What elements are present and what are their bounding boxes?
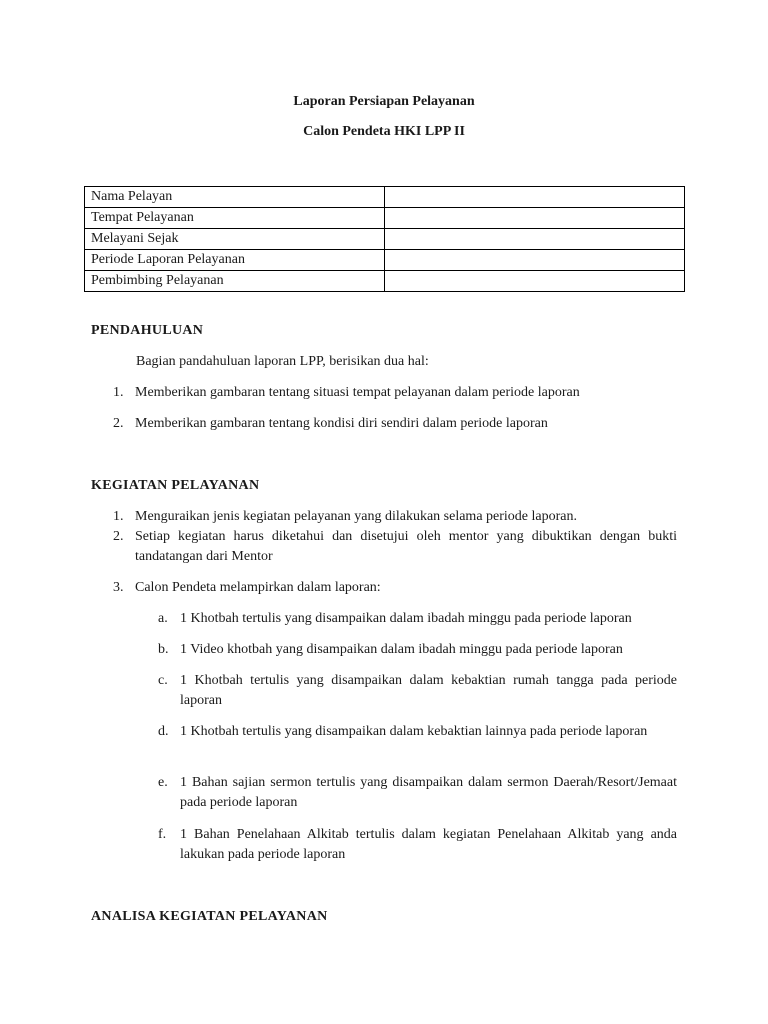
info-value <box>385 229 685 250</box>
section-heading-kegiatan: KEGIATAN PELAYANAN <box>91 478 260 493</box>
sub-list-text: 1 Khotbah tertulis yang disampaikan dalam ibadah minggu pada periode laporan <box>180 611 632 626</box>
info-value <box>385 187 685 208</box>
section-heading-pendahuluan: PENDAHULUAN <box>91 323 204 338</box>
sub-list-text: 1 Bahan Penelahaan Alkitab tertulis dalam kegiatan Penelahaan Alkitab yang anda lakukan pada periode laporan <box>180 827 677 862</box>
list-number: 1. <box>113 509 124 524</box>
document-title: Laporan Persiapan Pelayanan <box>293 94 475 109</box>
list-text: Setiap kegiatan harus diketahui dan disetujui oleh mentor yang dibuktikan dengan bukti tandatangan dari Mentor <box>135 529 677 564</box>
info-label: Periode Laporan Pelayanan <box>85 250 385 271</box>
sub-list-text: 1 Khotbah tertulis yang disampaikan dalam kebaktian lainnya pada periode laporan <box>180 724 648 739</box>
sub-list-letter: b. <box>158 642 169 657</box>
sub-list-letter: d. <box>158 724 169 739</box>
info-value <box>385 271 685 292</box>
section-heading-analisa: ANALISA KEGIATAN PELAYANAN <box>91 909 328 924</box>
sub-list-text: 1 Video khotbah yang disampaikan dalam ibadah minggu pada periode laporan <box>180 642 623 657</box>
sub-list-letter: a. <box>158 611 168 626</box>
list-text: Memberikan gambaran tentang situasi tempat pelayanan dalam periode laporan <box>135 385 580 400</box>
table-row <box>85 229 685 250</box>
list-number: 1. <box>113 385 124 400</box>
table-row <box>85 271 685 292</box>
info-value <box>385 208 685 229</box>
table-row <box>85 208 685 229</box>
sub-list-letter: c. <box>158 673 168 688</box>
info-label: Melayani Sejak <box>85 229 385 250</box>
sub-list-text: 1 Bahan sajian sermon tertulis yang disampaikan dalam sermon Daerah/Resort/Jemaat pada periode laporan <box>180 775 677 810</box>
list-number: 2. <box>113 529 124 544</box>
list-number: 2. <box>113 416 124 431</box>
list-number: 3. <box>113 580 124 595</box>
info-label: Nama Pelayan <box>85 187 385 208</box>
list-text: Memberikan gambaran tentang kondisi diri sendiri dalam periode laporan <box>135 416 548 431</box>
list-text: Calon Pendeta melampirkan dalam laporan: <box>135 580 381 595</box>
info-value <box>385 250 685 271</box>
info-table <box>84 186 685 292</box>
table-row <box>85 250 685 271</box>
document-subtitle: Calon Pendeta HKI LPP II <box>303 124 465 139</box>
list-text: Menguraikan jenis kegiatan pelayanan yang dilakukan selama periode laporan. <box>135 509 577 524</box>
info-label: Pembimbing Pelayanan <box>85 271 385 292</box>
sub-list-letter: f. <box>158 827 167 842</box>
pendahuluan-intro: Bagian pandahuluan laporan LPP, berisikan dua hal: <box>136 354 429 369</box>
sub-list-text: 1 Khotbah tertulis yang disampaikan dalam kebaktian rumah tangga pada periode laporan <box>180 673 677 708</box>
info-label: Tempat Pelayanan <box>85 208 385 229</box>
sub-list-letter: e. <box>158 775 168 790</box>
table-row <box>85 187 685 208</box>
